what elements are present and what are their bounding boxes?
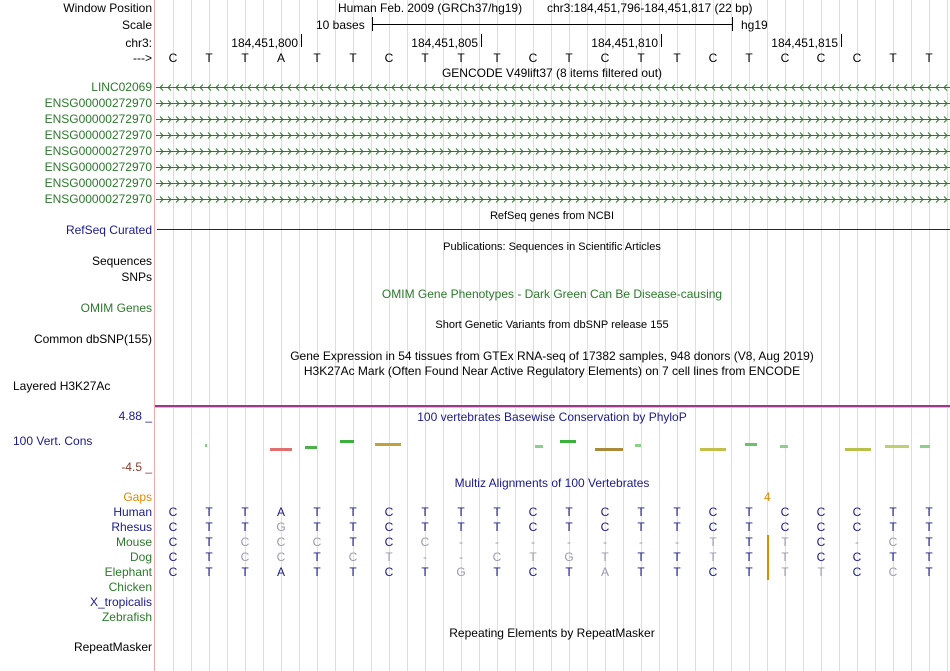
gap-count: 4 [764,490,771,504]
alignment-base: C [708,520,718,534]
scale-bar [372,24,732,25]
alignment-base: C [888,565,898,579]
alignment-base: C [780,520,790,534]
alignment-base: C [384,505,394,519]
alignment-base: T [673,505,681,519]
alignment-base: T [205,550,213,564]
alignment-base: T [241,505,249,519]
sequence-base: C [816,51,826,65]
phylop-title: 100 vertebrates Basewise Conservation by PhyloP [417,410,687,424]
gaps-label[interactable]: Gaps [123,490,152,504]
alignment-base: T [745,565,753,579]
sequence-base: T [349,51,357,65]
scale-bar-right-tick [732,17,733,31]
omim-title: OMIM Gene Phenotypes - Dark Green Can Be Disease-causing [381,287,723,301]
species-label[interactable]: Rhesus [111,520,152,534]
gencode-item-line[interactable] [156,98,950,109]
alignment-base: C [852,565,862,579]
alignment-base: T [349,565,357,579]
sequence-base: C [780,51,790,65]
alignment-base: T [817,565,825,579]
alignment-base: C [384,565,394,579]
sequence-base: C [852,51,862,65]
alignment-base: C [780,505,790,519]
sequence-base: T [889,51,897,65]
alignment-base: T [421,565,429,579]
gencode-item-label[interactable]: ENSG00000272970 [44,128,152,142]
alignment-base: C [852,505,862,519]
alignment-base: T [565,565,573,579]
gencode-item-line[interactable] [156,146,950,157]
sequence-base: C [384,51,394,65]
alignment-base: C [240,550,250,564]
alignment-base: - [603,535,607,549]
gencode-item-label[interactable]: ENSG00000272970 [44,96,152,110]
alignment-base: C [348,550,358,564]
alignment-base: T [781,535,789,549]
alignment-base: T [241,565,249,579]
alignment-base: C [600,505,610,519]
alignment-base: - [459,550,463,564]
ruler-tick-label: 184,451,800 [231,36,298,50]
alignment-base: A [276,565,285,579]
gap-insertion-mark [767,550,769,565]
species-label[interactable]: Mouse [115,535,152,549]
refseq-title: RefSeq genes from NCBI [489,210,615,222]
sequence-base: C [168,51,178,65]
label-separator [154,0,155,671]
alignment-base: T [313,505,321,519]
alignment-base: - [675,535,679,549]
phylop-ymax: 4.88 _ [118,409,152,423]
sequence-base: C [600,51,610,65]
alignment-base: T [313,520,321,534]
alignment-base: T [781,565,789,579]
alignment-base: T [601,550,609,564]
ruler-tick-label: 184,451,805 [411,36,478,50]
sequence-base: T [205,51,213,65]
repeatmasker-label[interactable]: RepeatMasker [73,640,152,654]
alignment-base: T [889,550,897,564]
alignment-base: T [745,535,753,549]
gencode-item-label[interactable]: ENSG00000272970 [44,192,152,206]
alignment-base: T [673,550,681,564]
gencode-item-line[interactable] [156,194,950,205]
dbsnp-title: Short Genetic Variants from dbSNP release 155 [435,319,669,331]
alignment-base: T [925,505,933,519]
alignment-base: T [529,550,537,564]
alignment-base: T [637,565,645,579]
gencode-item-label[interactable]: ENSG00000272970 [44,112,152,126]
alignment-base: T [349,535,357,549]
sequence-base: A [276,51,285,65]
alignment-base: C [528,520,538,534]
ruler-tick [661,34,662,47]
species-label[interactable]: Chicken [108,580,152,594]
alignment-base: T [889,520,897,534]
ruler-tick [841,34,842,47]
alignment-base: C [168,505,178,519]
sequence-base: T [637,51,645,65]
sequence-base: T [745,51,753,65]
alignment-base: C [276,550,286,564]
refseq-label[interactable]: RefSeq Curated [65,223,152,237]
sequence-base: T [421,51,429,65]
ruler-tick [301,34,302,47]
alignment-base: C [708,565,718,579]
multiz-title: Multiz Alignments of 100 Vertebrates [454,476,650,490]
gencode-item-label[interactable]: ENSG00000272970 [44,176,152,190]
db-text: hg19 [741,18,768,32]
alignment-base: C [492,550,502,564]
alignment-base: T [745,505,753,519]
alignment-base: - [459,535,463,549]
repeatmasker-title: Repeating Elements by RepeatMasker [449,626,655,640]
alignment-base: - [423,550,427,564]
alignment-base: C [420,535,430,549]
alignment-base: T [709,535,717,549]
alignment-base: - [495,535,499,549]
alignment-base: T [205,520,213,534]
alignment-base: T [925,535,933,549]
alignment-base: C [384,535,394,549]
alignment-base: T [565,505,573,519]
sequence-base: T [673,51,681,65]
refseq-line [157,229,950,230]
alignment-base: T [781,550,789,564]
ruler-tick-label: 184,451,810 [591,36,658,50]
gencode-item-line[interactable] [156,130,950,141]
alignment-base: C [816,505,826,519]
omim-label[interactable]: OMIM Genes [80,301,152,315]
chrom-label: chr3: [125,36,152,50]
phylop-glyphs [155,434,950,474]
alignment-base: T [925,550,933,564]
alignment-base: C [528,565,538,579]
alignment-base: C [168,550,178,564]
alignment-base: T [349,520,357,534]
species-label[interactable]: Elephant [104,565,152,579]
species-label[interactable]: Dog [129,550,152,564]
publications-title: Publications: Sequences in Scientific Articles [443,241,661,253]
alignment-base: T [565,520,573,534]
alignment-base: T [925,520,933,534]
alignment-base: T [889,505,897,519]
alignment-base: C [384,520,394,534]
alignment-base: - [567,535,571,549]
alignment-base: - [855,535,859,549]
sequence-base: T [457,51,465,65]
alignment-base: T [457,520,465,534]
alignment-base: C [708,505,718,519]
sequence-base: T [493,51,501,65]
sequence-base: C [528,51,538,65]
alignment-base: T [493,565,501,579]
gap-insertion-mark [767,535,769,550]
alignment-base: T [673,565,681,579]
alignment-base: A [276,505,285,519]
alignment-base: C [888,535,898,549]
species-label[interactable]: Zebrafish [101,610,152,624]
alignment-base: C [852,550,862,564]
h3k27ac-title: H3K27Ac Mark (Often Found Near Active Regulatory Elements) on 7 cell lines from ENCODE [303,364,801,378]
sequence-base: T [313,51,321,65]
gencode-item-label[interactable]: ENSG00000272970 [44,144,152,158]
sequence-base: T [565,51,573,65]
alignment-base: C [276,535,286,549]
gencode-item-label[interactable]: ENSG00000272970 [44,160,152,174]
dbsnp-label[interactable]: Common dbSNP(155) [33,332,152,346]
alignment-base: C [816,550,826,564]
alignment-base: C [816,520,826,534]
scale-text: 10 bases [316,18,365,32]
alignment-base: T [673,520,681,534]
alignment-base: C [852,520,862,534]
alignment-base: T [385,550,393,564]
alignment-base: T [745,520,753,534]
alignment-base: C [816,535,826,549]
sequence-base: T [925,51,933,65]
alignment-base: T [493,505,501,519]
alignment-base: T [349,505,357,519]
position-text: chr3:184,451,796-184,451,817 (22 bp) [547,1,753,15]
sequence-base: T [241,51,249,65]
alignment-base: T [241,520,249,534]
alignment-base: C [600,520,610,534]
assembly-text: Human Feb. 2009 (GRCh37/hg19) [338,1,523,15]
alignment-base: T [421,520,429,534]
alignment-base: T [421,505,429,519]
alignment-base: T [313,565,321,579]
alignment-base: G [456,565,466,579]
snps-label[interactable]: SNPs [121,270,152,284]
alignment-base: T [205,505,213,519]
alignment-base: T [925,565,933,579]
gencode-title: GENCODE V49lift37 (8 items filtered out) [441,66,663,80]
phylop-ymin: -4.5 _ [121,460,152,474]
h3k27ac-label[interactable]: Layered H3K27Ac [13,379,111,393]
alignment-base: T [709,550,717,564]
strand-label: ---> [133,51,152,65]
alignment-base: C [528,505,538,519]
window-position-label: Window Position [63,1,152,15]
alignment-base: C [168,535,178,549]
gencode-item-line[interactable] [156,162,950,173]
alignment-base: C [168,565,178,579]
alignment-base: C [240,535,250,549]
alignment-base: C [168,520,178,534]
sequence-base: C [708,51,718,65]
alignment-base: T [493,520,501,534]
phylop-label[interactable]: 100 Vert. Cons [13,434,93,448]
alignment-base: T [637,520,645,534]
species-label[interactable]: Human [113,505,152,519]
gap-insertion-mark [767,565,769,580]
alignment-base: T [205,565,213,579]
alignment-base: T [637,505,645,519]
ruler-tick [481,34,482,47]
ruler-tick-label: 184,451,815 [771,36,838,50]
alignment-base: T [745,550,753,564]
gencode-item-line[interactable] [156,178,950,189]
alignment-base: T [205,535,213,549]
alignment-base: - [639,535,643,549]
alignment-base: - [531,535,535,549]
gencode-item-line[interactable] [156,82,950,93]
alignment-base: T [313,550,321,564]
alignment-base: C [312,535,322,549]
gencode-item-label[interactable]: LINC02069 [91,80,152,94]
scale-label: Scale [121,18,152,32]
gtex-title: Gene Expression in 54 tissues from GTEx RNA-seq of 17382 samples, 948 donors (V8, Aug 2019) [290,349,814,363]
sequences-label[interactable]: Sequences [91,254,152,268]
alignment-base: A [600,565,609,579]
alignment-base: G [276,520,286,534]
alignment-base: T [457,505,465,519]
alignment-base: T [637,550,645,564]
gencode-item-line[interactable] [156,114,950,125]
species-label[interactable]: X_tropicalis [89,595,152,609]
h3k27ac-signal-shadow [155,407,950,408]
alignment-base: G [564,550,574,564]
